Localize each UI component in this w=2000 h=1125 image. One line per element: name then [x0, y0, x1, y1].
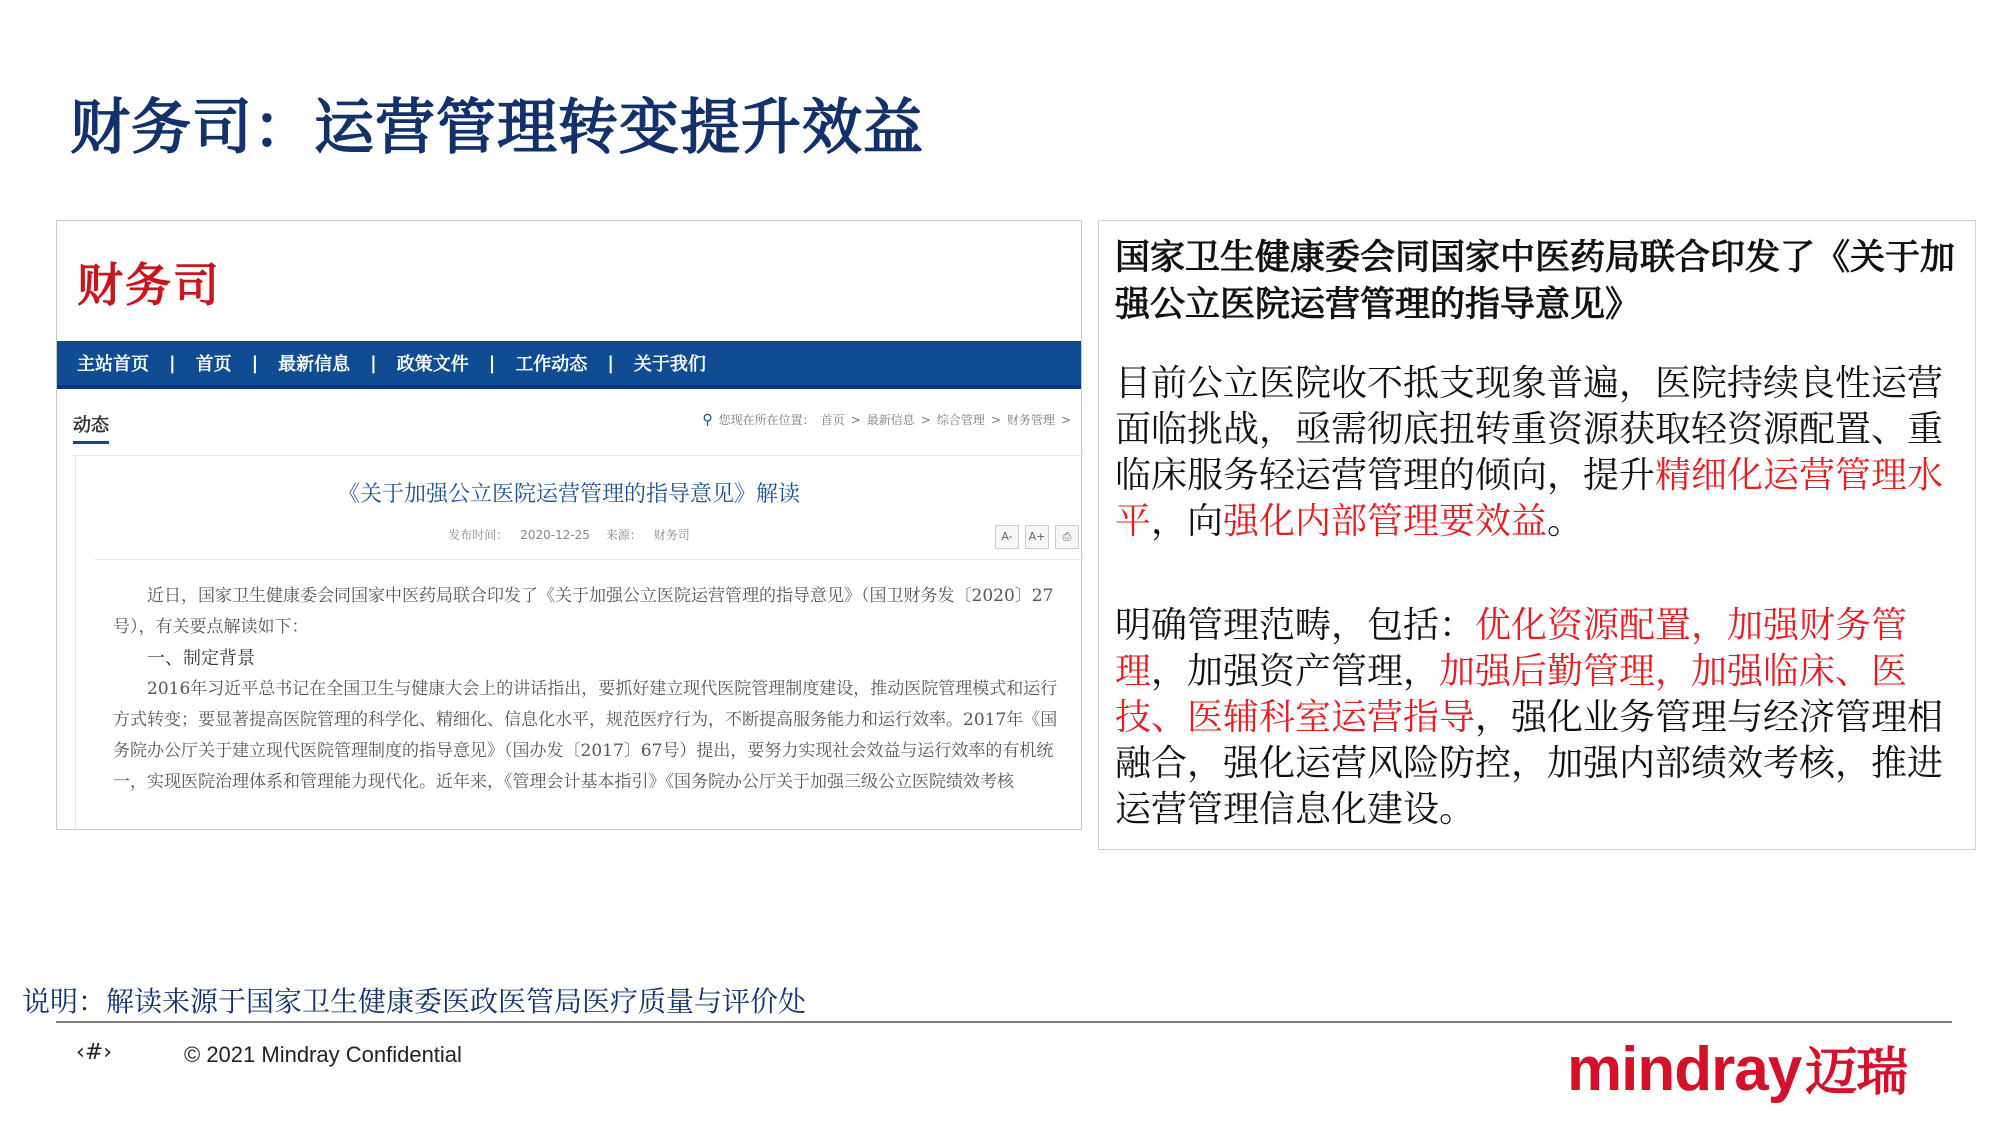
slide-title: 财务司：运营管理转变提升效益 [70, 93, 924, 163]
text: 明确管理范畴，包括： [1115, 605, 1476, 646]
article-body [113, 581, 1073, 798]
page-number: ‹#› [76, 1040, 113, 1065]
nav-item-main-home[interactable]: 主站首页 [77, 354, 149, 375]
publish-time-label: 发布时间： [448, 528, 509, 542]
website-screenshot [56, 220, 1082, 830]
font-increase-button[interactable]: A+ [1025, 525, 1049, 549]
breadcrumb-separator: > [850, 412, 861, 427]
copyright-text: © 2021 Mindray Confidential [184, 1042, 462, 1067]
nav-item-latest[interactable]: 最新信息 [278, 354, 351, 375]
article-intro: 近日，国家卫生健康委会同国家中医药局联合印发了《关于加强公立医院运营管理的指导意见》（国卫财务发〔2020〕27号），有关要点解读如下： [113, 586, 1054, 637]
article-tools [995, 525, 1079, 549]
brand-logo [1567, 1030, 1907, 1105]
site-logo[interactable]: 财务司 [77, 258, 221, 312]
breadcrumb-item-latest[interactable]: 最新信息 [866, 413, 915, 427]
site-nav-bar [57, 341, 1081, 389]
publish-time: 2020-12-25 [520, 528, 590, 542]
breadcrumb-prefix: 您现在所在位置： [718, 413, 815, 427]
location-pin-icon: ⚲ [702, 411, 713, 428]
nav-item-about[interactable]: 关于我们 [633, 354, 706, 375]
summary-paragraph-2 [1115, 603, 1975, 833]
summary-textbox [1098, 220, 1976, 850]
summary-title: 国家卫生健康委会同国家中医药局联合印发了《关于加强公立医院运营管理的指导意见》 [1115, 238, 1956, 325]
print-icon[interactable]: ⎙ [1055, 525, 1079, 549]
highlight-text: 加强后勤管理，加强临床、医技、医辅科室运营指导 [1115, 651, 1908, 738]
brand-latin: mindray [1567, 1035, 1802, 1104]
breadcrumb-item-general[interactable]: 综合管理 [936, 413, 985, 427]
text: 。 [1547, 501, 1584, 542]
nav-separator: | [251, 352, 259, 374]
font-decrease-button[interactable]: A- [995, 525, 1019, 549]
nav-separator: | [607, 352, 614, 374]
article-meta [57, 526, 1081, 543]
source-note: 说明：解读来源于国家卫生健康委医政医管局医疗质量与评价处 [22, 985, 807, 1018]
brand-chinese: 迈瑞 [1805, 1043, 1908, 1103]
article-heading: 一、制定背景 [147, 648, 255, 669]
footer-divider [56, 1021, 1952, 1023]
text: ，向 [1151, 501, 1224, 542]
breadcrumb-separator: > [990, 412, 1001, 427]
nav-separator: | [488, 352, 496, 374]
nav-item-home[interactable]: 首页 [195, 354, 232, 375]
text: ，强化业务管理与经济管理相融合，强化运营风险防控，加强内部绩效考核，推进运营管理信息化建设。 [1115, 697, 1944, 830]
article-paragraph: 2016年习近平总书记在全国卫生与健康大会上的讲话指出，要抓好建立现代医院管理制度建设，推动医院管理模式和运行方式转变；要显著提高医院管理的科学化、精细化、信息化水平，规范医疗行为，不断提高服务能力和运行效率。2017年《国务院办公厅关于建立现代医院管理制度的指导意见》（国办发〔2017〕67号）提出，要努力实现社会效益与运行效率的有机统一，实现医院治理体系和管理能力现代化。近年来，《管理会计基本指引》《国务院办公厅关于加强三级公立医院绩效考核 [113, 679, 1058, 792]
source-label: 来源： [605, 528, 642, 542]
nav-separator: | [169, 352, 176, 374]
breadcrumb-item-finance[interactable]: 财务管理 [1006, 413, 1055, 427]
article-title: 《关于加强公立医院运营管理的指导意见》解读 [337, 482, 800, 507]
breadcrumb-separator: > [1060, 412, 1071, 427]
section-label: 动态 [73, 411, 109, 444]
nav-item-work-news[interactable]: 工作动态 [515, 354, 588, 375]
highlight-text: 优化资源配置，加强财务管理 [1115, 605, 1908, 692]
text: 目前公立医院收不抵支现象普遍，医院持续良性运营面临挑战，亟需彻底扭转重资源获取轻资源配置、重临床服务轻运营管理的倾向，提升 [1115, 363, 1944, 496]
summary-paragraph-1 [1115, 361, 1975, 545]
breadcrumb-separator: > [920, 412, 931, 427]
breadcrumb [702, 411, 1071, 428]
nav-item-policy[interactable]: 政策文件 [396, 354, 469, 375]
highlight-text: 强化内部管理要效益 [1223, 501, 1548, 542]
source: 财务司 [653, 528, 690, 542]
text: ，加强资产管理， [1151, 651, 1440, 692]
nav-separator: | [370, 352, 377, 374]
breadcrumb-item-home[interactable]: 首页 [820, 413, 845, 427]
highlight-text: 精细化运营管理水平 [1115, 455, 1944, 542]
meta-divider [95, 559, 1081, 560]
